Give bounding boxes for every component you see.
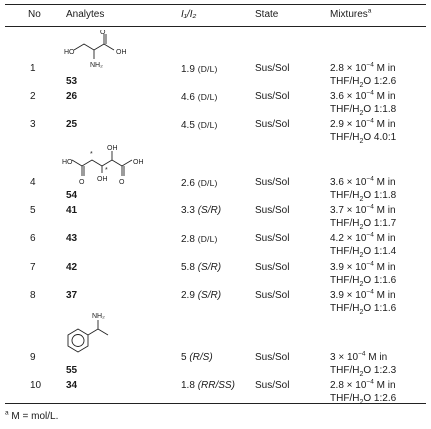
row8-unit: M in — [373, 290, 396, 301]
row6-no: 6 — [30, 233, 36, 244]
row9-solvent-rest: O 1:2.3 — [363, 365, 397, 376]
row5-mixture-line1 — [330, 205, 396, 217]
row4-exp: −4 — [366, 175, 374, 183]
row8-mixture-line2 — [330, 303, 396, 315]
row2-sub: 2 — [359, 110, 364, 117]
tartaric-stereo-mark1: * — [90, 151, 93, 158]
footnote-text: M = mol/L. — [8, 411, 59, 422]
header-ratio: I₁/I₂ — [181, 9, 197, 20]
row3-no: 3 — [30, 119, 36, 130]
tartaric-atom-oh3: OH — [133, 159, 144, 166]
header-state: State — [255, 9, 279, 20]
row10-ratio-value: 1.8 — [181, 380, 195, 391]
row10-conc: 2.8 × 10 — [330, 380, 367, 391]
tartaric-atom-o1: O — [79, 179, 85, 186]
serine-structure — [60, 30, 140, 72]
row4-ratio — [181, 177, 218, 190]
row4-solvent-rest: O 1:1.8 — [363, 190, 397, 201]
table-footnote — [5, 411, 58, 422]
row7-ratio — [181, 262, 221, 274]
row10-unit: M in — [373, 380, 396, 391]
row5-solvent-rest: O 1:1.7 — [363, 218, 397, 229]
row8-sub: 2 — [359, 309, 364, 316]
row7-analyte: 42 — [66, 262, 78, 273]
tartaric-structure — [60, 142, 160, 188]
row6-mixture-line1 — [330, 233, 396, 245]
row1-no: 1 — [30, 63, 36, 74]
serine-atom-oh: OH — [116, 49, 127, 56]
row5-no: 5 — [30, 205, 36, 216]
row6-analyte: 43 — [66, 233, 78, 244]
row5-sub: 2 — [359, 224, 364, 231]
row3-analyte: 25 — [66, 119, 78, 130]
header-mixtures — [330, 9, 371, 21]
row3-solvent: THF/H — [330, 132, 360, 143]
row7-no: 7 — [30, 262, 36, 273]
row7-ratio-value: 5.8 — [181, 262, 195, 273]
row1-mixture-line1 — [330, 63, 396, 75]
row2-mixture-line2 — [330, 104, 396, 116]
row3-ratio — [181, 119, 218, 132]
row6-mixture-line2 — [330, 246, 396, 258]
row10-no: 10 — [30, 380, 42, 391]
row5-unit: M in — [373, 205, 396, 216]
row7-ratio-config: (S/R) — [197, 262, 222, 273]
row9-mixture-line2 — [330, 365, 396, 377]
row6-state: Sus/Sol — [255, 233, 290, 244]
row3-ratio-config: (D/L) — [197, 120, 218, 130]
row8-analyte: 37 — [66, 290, 78, 301]
row2-solvent: THF/H — [330, 104, 360, 115]
row8-state: Sus/Sol — [255, 290, 290, 301]
row4-ratio-value: 2.6 — [181, 178, 195, 189]
row4-no: 4 — [30, 177, 36, 188]
row6-ratio — [181, 233, 218, 246]
row6-solvent-rest: O 1:1.4 — [363, 246, 397, 257]
serine-atom-nh2: NH₂ — [90, 62, 103, 69]
row9-mixture-line1 — [330, 352, 387, 364]
row9-state: Sus/Sol — [255, 352, 290, 363]
row7-solvent-rest: O 1:1.6 — [363, 275, 397, 286]
row1-ratio — [181, 63, 218, 76]
tartaric-atom-oh2: OH — [97, 176, 108, 183]
header-analytes: Analytes — [66, 9, 105, 20]
tartaric-stereo-mark2: * — [105, 167, 108, 174]
row4-mixture-line2 — [330, 190, 396, 202]
row7-conc: 3.9 × 10 — [330, 262, 367, 273]
row8-solvent-rest: O 1:1.6 — [363, 303, 397, 314]
row5-ratio-config: (S/R) — [197, 205, 222, 216]
row7-state: Sus/Sol — [255, 262, 290, 273]
row4-unit: M in — [373, 177, 396, 188]
row7-mixture-line1 — [330, 262, 396, 274]
row3-conc: 2.9 × 10 — [330, 119, 367, 130]
row6-conc: 4.2 × 10 — [330, 233, 367, 244]
row9-ratio — [181, 352, 213, 364]
row3-unit: M in — [373, 119, 396, 130]
row6-unit: M in — [373, 233, 396, 244]
row9-ratio-config: (R/S) — [189, 352, 213, 363]
row10-mixture-line1 — [330, 380, 396, 392]
row5-ratio-value: 3.3 — [181, 205, 195, 216]
row9-solvent: THF/H — [330, 365, 360, 376]
row8-exp: −4 — [366, 288, 374, 296]
footnote-mark: a — [5, 409, 9, 417]
row7-exp: −4 — [366, 260, 374, 268]
row8-no: 8 — [30, 290, 36, 301]
row4-ratio-config: (D/L) — [197, 178, 218, 188]
row8-ratio — [181, 290, 221, 302]
row8-solvent: THF/H — [330, 303, 360, 314]
row3-mixture-line2 — [330, 132, 396, 144]
row10-sub: 2 — [359, 399, 364, 406]
row9-unit: M in — [365, 352, 388, 363]
row4-conc: 3.6 × 10 — [330, 177, 367, 188]
tartaric-atom-o2: O — [119, 179, 125, 186]
row8-ratio-config: (S/R) — [197, 290, 222, 301]
row6-exp: −4 — [366, 231, 374, 239]
row1-solvent-rest: O 1:2.6 — [363, 76, 397, 87]
row5-analyte: 41 — [66, 205, 78, 216]
row3-sub: 2 — [359, 138, 364, 145]
serine-atom-ho: HO — [64, 49, 75, 56]
header-mixtures-label: Mixtures — [330, 9, 368, 20]
row10-ratio — [181, 380, 235, 392]
row9-sub: 2 — [359, 371, 364, 378]
row2-conc: 3.6 × 10 — [330, 91, 367, 102]
row5-exp: −4 — [366, 203, 374, 211]
row9-exp: −4 — [358, 350, 366, 358]
row8-mixture-line1 — [330, 290, 396, 302]
row10-exp: −4 — [366, 378, 374, 386]
row1-analyte: 53 — [66, 76, 78, 87]
header-mixtures-footnote-mark: a — [367, 7, 372, 15]
row8-ratio-value: 2.9 — [181, 290, 195, 301]
row7-mixture-line2 — [330, 275, 396, 287]
row7-sub: 2 — [359, 281, 364, 288]
row6-solvent: THF/H — [330, 246, 360, 257]
row6-ratio-value: 2.8 — [181, 234, 195, 245]
row2-ratio-config: (D/L) — [197, 92, 218, 102]
row5-state: Sus/Sol — [255, 205, 290, 216]
row1-solvent: THF/H — [330, 76, 360, 87]
header-no: No — [28, 9, 41, 20]
row5-conc: 3.7 × 10 — [330, 205, 367, 216]
row5-mixture-line2 — [330, 218, 396, 230]
row3-mixture-line1 — [330, 119, 396, 131]
row6-ratio-config: (D/L) — [197, 234, 218, 244]
row4-sub: 2 — [359, 196, 364, 203]
row10-solvent: THF/H — [330, 393, 360, 404]
row7-unit: M in — [373, 262, 396, 273]
row10-solvent-rest: O 1:2.6 — [363, 393, 397, 404]
row3-ratio-value: 4.5 — [181, 120, 195, 131]
row5-ratio — [181, 205, 221, 217]
row10-state: Sus/Sol — [255, 380, 290, 391]
tartaric-atom-ho: HO — [62, 159, 73, 166]
serine-atom-o: O — [100, 30, 106, 36]
row4-mixture-line1 — [330, 177, 396, 189]
row1-state: Sus/Sol — [255, 63, 290, 74]
row1-ratio-value: 1.9 — [181, 64, 195, 75]
row2-mixture-line1 — [330, 91, 396, 103]
row1-conc: 2.8 × 10 — [330, 63, 367, 74]
row9-conc: 3 × 10 — [330, 352, 359, 363]
row2-solvent-rest: O 1:1.8 — [363, 104, 397, 115]
row3-exp: −4 — [366, 117, 374, 125]
row4-solvent: THF/H — [330, 190, 360, 201]
row2-no: 2 — [30, 91, 36, 102]
row5-solvent: THF/H — [330, 218, 360, 229]
row2-exp: −4 — [366, 89, 374, 97]
row3-state: Sus/Sol — [255, 119, 290, 130]
row1-unit: M in — [373, 63, 396, 74]
header-rule — [5, 26, 426, 27]
row1-exp: −4 — [366, 61, 374, 69]
row2-ratio-value: 4.6 — [181, 92, 195, 103]
phenylethylamine-structure — [60, 310, 130, 360]
row3-solvent-rest: O 4.0:1 — [363, 132, 397, 143]
top-rule — [5, 4, 426, 5]
row1-sub: 2 — [359, 82, 364, 89]
row6-sub: 2 — [359, 252, 364, 259]
row10-mixture-line2 — [330, 393, 396, 405]
row9-no: 9 — [30, 352, 36, 363]
row1-mixture-line2 — [330, 76, 396, 88]
row2-ratio — [181, 91, 218, 104]
row10-ratio-config: (RR/SS) — [197, 380, 235, 391]
tartaric-atom-oh1: OH — [107, 145, 118, 152]
row8-conc: 3.9 × 10 — [330, 290, 367, 301]
row2-state: Sus/Sol — [255, 91, 290, 102]
row9-analyte: 55 — [66, 365, 78, 376]
row9-ratio-value: 5 — [181, 352, 187, 363]
row1-ratio-config: (D/L) — [197, 64, 218, 74]
row4-state: Sus/Sol — [255, 177, 290, 188]
row2-unit: M in — [373, 91, 396, 102]
row7-solvent: THF/H — [330, 275, 360, 286]
phenylethylamine-atom-nh2: NH₂ — [92, 313, 105, 320]
row2-analyte: 26 — [66, 91, 78, 102]
row4-analyte: 54 — [66, 190, 78, 201]
row10-analyte: 34 — [66, 380, 78, 391]
